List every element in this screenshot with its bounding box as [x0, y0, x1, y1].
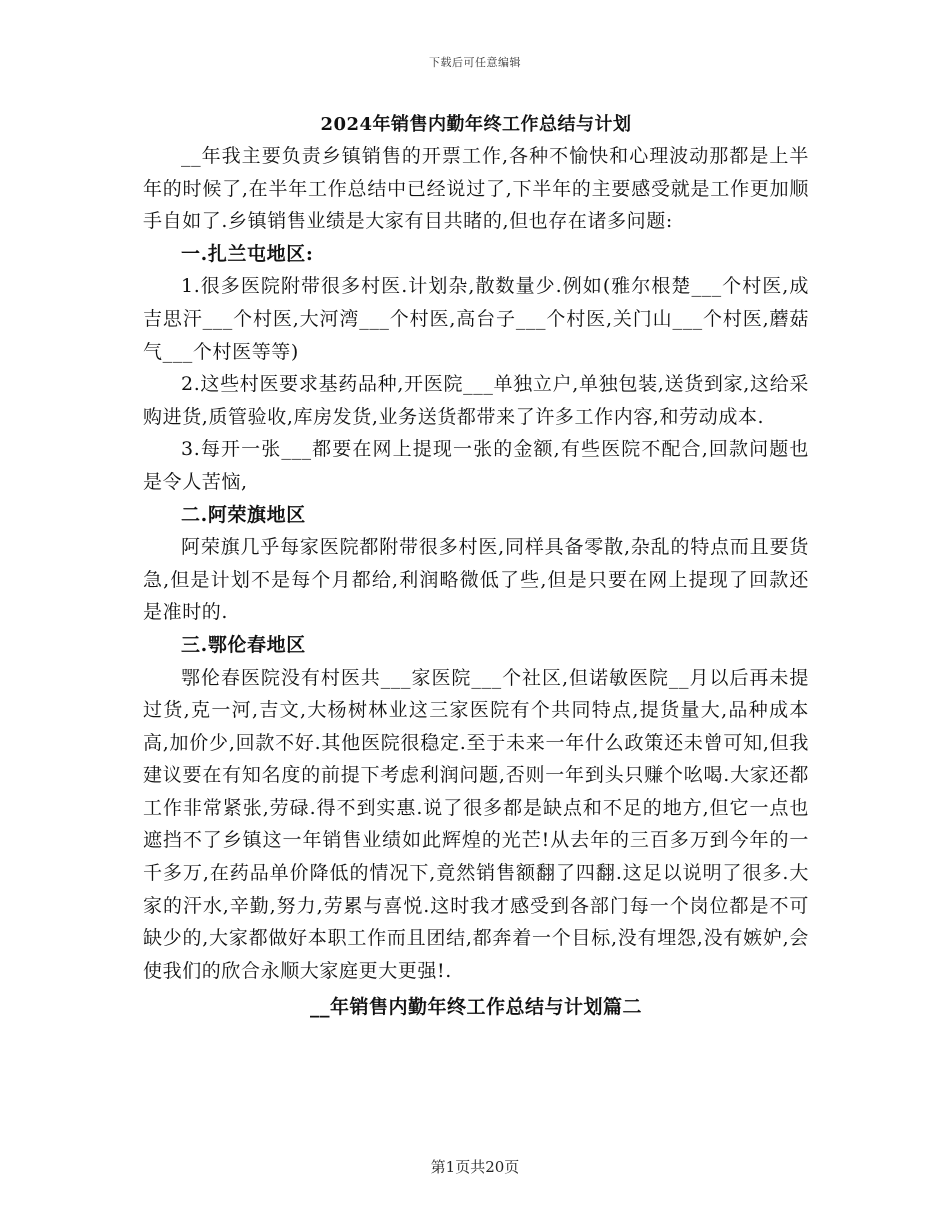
intro-paragraph: __年我主要负责乡镇销售的开票工作,各种不愉快和心理波动那都是上半年的时候了,在半年工作总结中已经说过了,下半年的主要感受就是工作更加顺手自如了.乡镇销售业绩是大家有目共睹的,但也存在诸多问题: [143, 145, 809, 233]
section1-item-3: 3.每开一张___都要在网上提现一张的金额,有些医院不配合,回款问题也是令人苦恼, [143, 438, 809, 493]
section3-paragraph: 鄂伦春医院没有村医共___家医院___个社区,但诺敏医院__月以后再未提过货,克一河,吉文,大杨树林业这三家医院有个共同特点,提货量大,品种成本高,加价少,回款不好.其他医院很稳定.至于未来一年什么政策还未曾可知,但我建议要在有知名度的前提下考虑利润问题,否则一年到头只赚个吆喝.大家还都工作非常紧张,劳碌.得不到实惠.说了很多都是缺点和不足的地方,但它一点也遮挡不了乡镇这一年销售业绩如此辉煌的光芒!从去年的三百多万到今年的一千多万,在药品单价降低的情况下,竟然销售额翻了四翻.这足以说明了很多.大家的汗水,辛勤,努力,劳累与喜悦.这时我才感受到各部门每一个岗位都是不可缺少的,大家都做好本职工作而且团结,都奔着一个目标,没有埋怨,没有嫉妒,会使我们的欣合永顺大家庭更大更强!. [143, 666, 809, 982]
next-article-title: __年销售内勤年终工作总结与计划篇二 [309, 996, 642, 1019]
page-number: 第1页共20页 [430, 1158, 520, 1176]
document-title: 2024年销售内勤年终工作总结与计划 [320, 114, 632, 135]
section-heading-arongqi: 二.阿荣旗地区 [181, 503, 306, 526]
page-header-note: 下载后可任意编辑 [429, 56, 521, 69]
section1-item-2: 2.这些村医要求基药品种,开医院___单独立户,单独包装,送货到家,这给采购进货,质管验收,库房发货,业务送货都带来了许多工作内容,和劳动成本. [143, 373, 809, 428]
document-body [143, 110, 809, 1027]
section-heading-zhalantun: 一.扎兰屯地区: [181, 242, 314, 265]
section-heading-elunchun: 三.鄂伦春地区 [181, 633, 306, 656]
section1-item-1: 1.很多医院附带很多村医.计划杂,散数量少.例如(雅尔根楚___个村医,成吉思汗___个村医,大河湾___个村医,高台子___个村医,关门山___个村医,蘑菇气___个村医等等) [143, 275, 809, 363]
section2-paragraph: 阿荣旗几乎每家医院都附带很多村医,同样具备零散,杂乱的特点而且要货急,但是计划不是每个月都给,利润略微低了些,但是只要在网上提现了回款还是准时的. [143, 536, 809, 624]
